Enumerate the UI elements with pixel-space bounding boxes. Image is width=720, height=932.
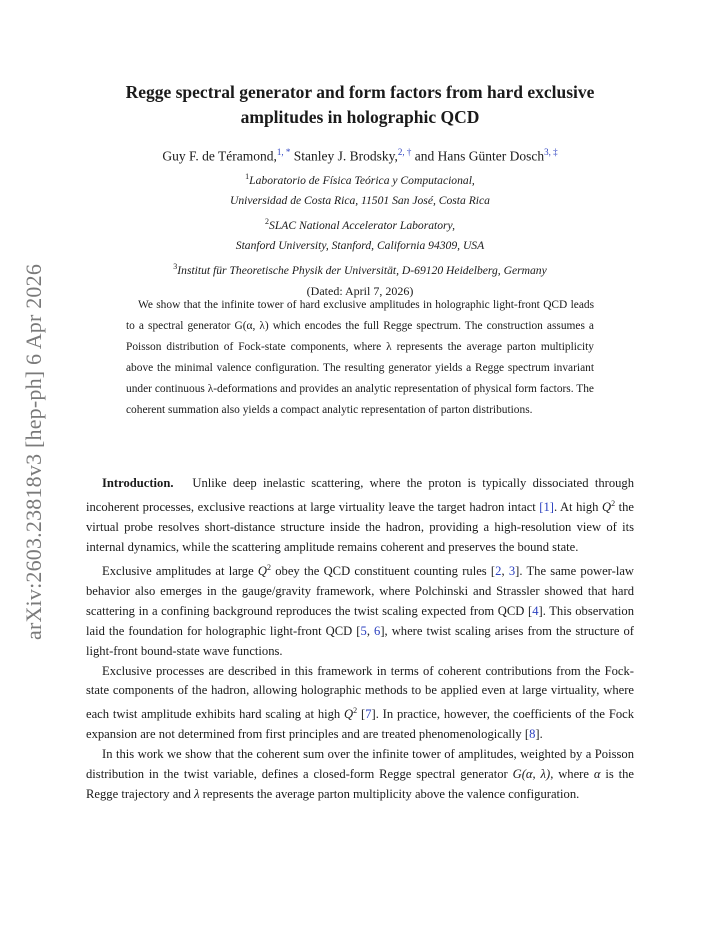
p3-text-3: ]. In practice, however, the coefficients of the Fock expansion are not determined from first principles and are treated phenomenologically [: [86, 707, 635, 742]
p2-text-3: ,: [501, 564, 509, 578]
p4-text-1: In this work we show that the coherent sum over the infinite tower of amplitudes, weighted by a Poisson distribution in the twist variable, defines a closed-form Regge spectral generator: [86, 747, 634, 782]
author-list: [84, 143, 636, 166]
affiliation-3-number: 3: [173, 261, 178, 271]
affiliation-1-text: Laboratorio de Física Teórica y Computacional,: [249, 173, 475, 187]
section-heading-introduction: Introduction.: [102, 476, 174, 490]
citation-3[interactable]: 3: [508, 564, 516, 578]
p3-text-1: Exclusive processes are described in this framework in terms of coherent contributions from the Fock-state components of the hadron, allowing holographic methods to be applied even at large virtuality, where each twist amplitude exhibits hard scaling at high: [86, 663, 634, 722]
citation-8[interactable]: 8: [529, 727, 536, 742]
arxiv-id-text: arXiv:2603.23818v3 [hep-ph] 6 Apr 2026: [21, 263, 46, 641]
affiliation-1-line-2: Universidad de Costa Rica, 11501 San José, Costa Rica: [230, 194, 490, 208]
author-1: Guy F. de Téramond,: [162, 148, 277, 164]
citation-2[interactable]: 2: [495, 564, 502, 578]
p1-text-3: the virtual probe resolves short-distance structure inside the hadron, providing a high-resolution view of its internal dynamics, while the scattering amplitude remains coherent and preserves the bound state.: [86, 500, 634, 554]
affiliation-3-line-1: [84, 257, 636, 281]
author-2-marks[interactable]: 2, †: [397, 147, 412, 157]
author-3-marks[interactable]: 3, ‡: [544, 147, 558, 157]
abstract: We show that the infinite tower of hard exclusive amplitudes in holographic light-front QCD leads to a spectral generator G(α, λ) which encodes the full Regge spectrum. The construction assumes a Poisson distribution of Fock-state components, where λ represents the average parton multiplicity above the minimal valence configuration. The resulting generator yields a Regge spectrum invariant under continuous λ-deformations and provides an analytic representation of physical form factors. The coherent summation also yields a compact analytic representation of parton distributions.: [126, 299, 594, 416]
p4-text-4: represents the average parton multiplicity above the valence configuration.: [199, 787, 580, 802]
main-body: [86, 474, 634, 805]
p2-text-4: ]. The same power-law behavior also emerges in the gauge/gravity framework, where Polchinski and Strassler showed that hard scattering in a confining background reproduces the twist scaling expected from QCD [: [86, 564, 634, 618]
math-lambda: λ: [194, 787, 200, 802]
affiliation-1-number: 1: [245, 172, 250, 181]
affiliation-2-line-2: Stanford University, Stanford, California 94309, USA: [235, 239, 485, 253]
math-generator: G(α, λ): [512, 767, 551, 782]
p2-text-7: ], where twist scaling arises from the structure of light-front bound-state wave functions.: [86, 623, 635, 658]
math-q-exp: 2: [353, 706, 358, 716]
p4-text-2: , where: [550, 767, 594, 782]
p2-text-6: ,: [366, 623, 375, 638]
math-q-exp: 2: [267, 562, 272, 572]
affiliation-3-text: Institut für Theoretische Physik der Universität, D-69120 Heidelberg, Germany: [177, 263, 547, 277]
citation-4[interactable]: 4: [532, 603, 539, 618]
affiliations: [84, 167, 636, 302]
title-line-1: Regge spectral generator and form factors from hard exclusive: [125, 82, 595, 102]
math-q: Q: [601, 500, 612, 515]
citation-1[interactable]: [1]: [539, 500, 554, 515]
title-line-2: amplitudes in holographic QCD: [240, 107, 480, 127]
math-q: Q: [344, 707, 354, 722]
math-alpha: α: [593, 767, 601, 782]
math-q-exp: 2: [611, 498, 616, 508]
dated-line: (Dated: April 7, 2026): [306, 284, 414, 299]
affiliation-2-number: 2: [265, 216, 270, 226]
paragraph-4: [86, 745, 634, 805]
p2-text-2: obey the QCD constituent counting rules [: [271, 564, 496, 578]
author-3: and Hans Günter Dosch: [411, 148, 545, 164]
p4-text-3: is the Regge trajectory and: [86, 767, 634, 802]
p3-text-2: [: [357, 707, 366, 722]
citation-7[interactable]: 7: [365, 707, 372, 722]
p1-text-1: Unlike deep inelastic scattering, where the proton is typically dissociated through incoherent processes, exclusive reactions at large virtuality leave the target hadron intact: [86, 476, 635, 515]
p2-text-5: ]. This observation laid the foundation for holographic light-front QCD [: [86, 603, 634, 638]
paper-title: [84, 80, 636, 130]
citation-6[interactable]: 6: [374, 623, 381, 638]
p1-text-2: . At high: [553, 500, 602, 515]
paragraph-introduction: [86, 474, 634, 558]
affiliation-2-text: SLAC National Accelerator Laboratory,: [269, 218, 455, 232]
paragraph-3: [86, 662, 634, 746]
author-1-marks[interactable]: 1, *: [276, 147, 291, 157]
p2-text-1: Exclusive amplitudes at large: [102, 564, 258, 578]
paragraph-2: [86, 558, 634, 662]
author-2: Stanley J. Brodsky,: [290, 148, 398, 164]
affiliation-2-line-1: [84, 212, 636, 236]
math-q: Q: [257, 564, 268, 578]
citation-5[interactable]: 5: [360, 623, 367, 638]
p3-text-4: ].: [535, 727, 543, 742]
affiliation-1-line-1: [84, 167, 636, 191]
arxiv-sidebar-identifier: [14, 262, 54, 642]
